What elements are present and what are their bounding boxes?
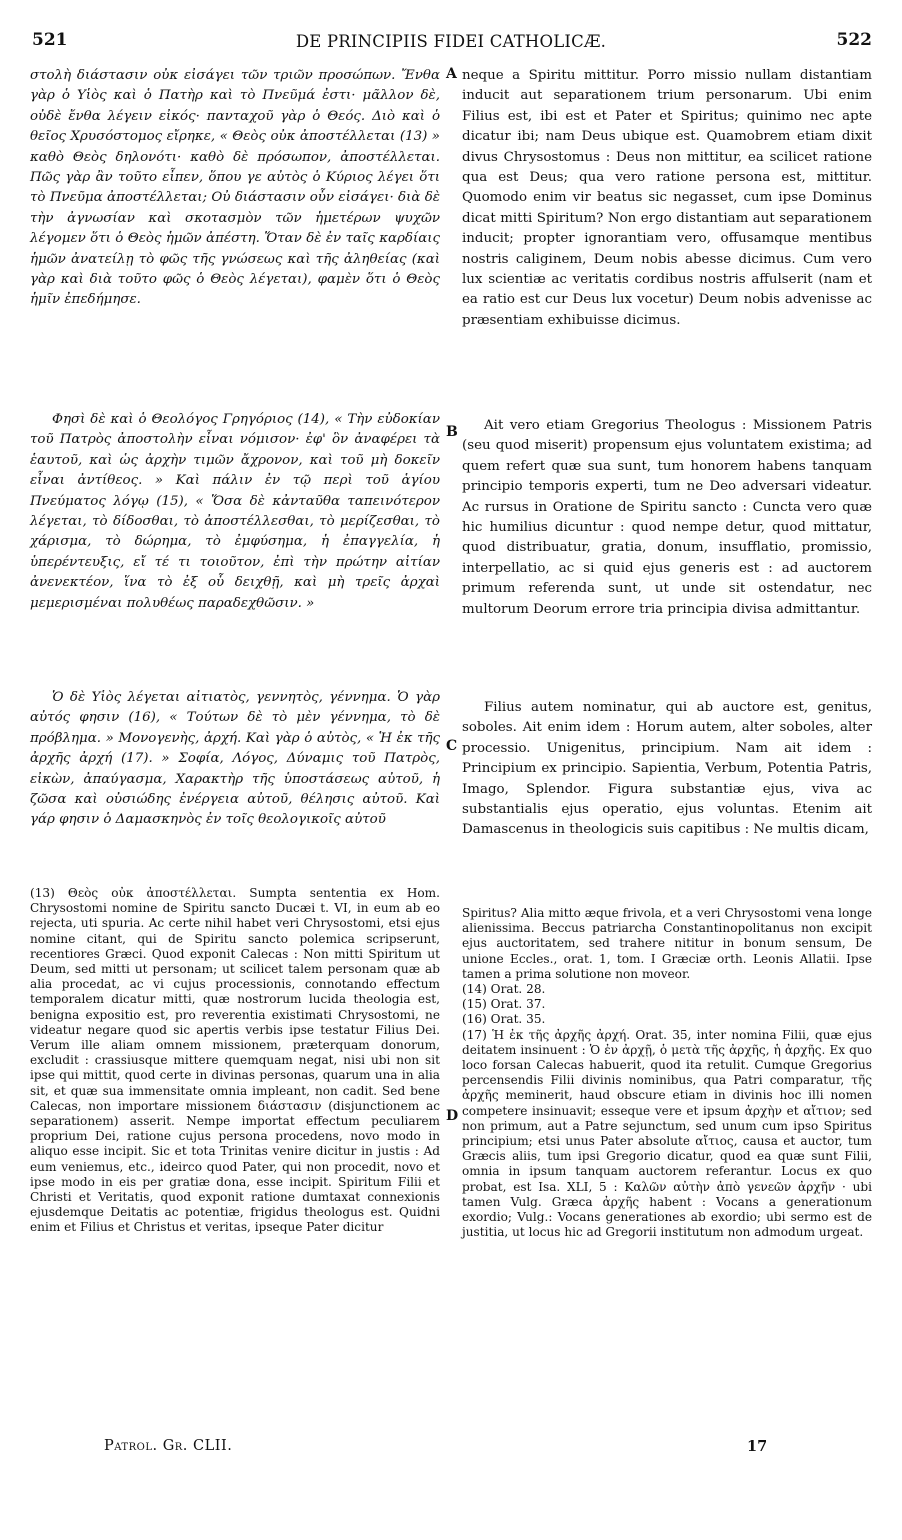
footnote-13-continued: Spiritus? Alia mitto æque frivola, et a veri Chrysostomi vena longe alienissima. Beccus patriarcha Constantinopolitanus non excipit ejus auctoritatem, sed trahere nititur in bonum sensum, De unione Eccles., orat. 1, tom. I Græciæ orth. Leonis Allatii. Ipse tamen a prima solutione non moveor.	[462, 906, 872, 981]
greek-paragraph-2: Φησὶ δὲ καὶ ὁ Θεολόγος Γρηγόριος (14), « Τὴν εὐδοκίαν τοῦ Πατρὸς ἀποστολὴν εἶναι νόμισον· ἐφ' ὃν ἀναφέρει τὰ ἑαυτοῦ, καὶ ὡς ἀρχὴν τιμῶν ἄχρονον, καὶ τοῦ μὴ δοκεῖν εἶναι ἀντίθεος. » Καὶ πάλιν ἐν τῷ περὶ τοῦ ἁγίου Πνεύματος λόγῳ (15), « Ὅσα δὲ κἀνταῦθα ταπεινότερον λέγεται, τὸ δίδοσθαι, τὸ ἀποστέλλεσθαι, τὸ μερίζεσθαι, τὸ χάρισμα, τὸ δώρημα, τὸ ἐμφύσημα, ἡ ἐπαγγελία, ἡ ὑπερέντευξις, εἴ τέ τι τοιοῦτον, ἐπὶ τὴν πρώτην αἰτίαν ἀνενεκτέον, ἵνα τὸ ἐξ οὗ δειχθῇ, καὶ μὴ τρεῖς ἀρχαὶ μεμερισμέναι πολυθέως παραδεχθῶσιν. »	[30, 412, 440, 611]
section-marker-b: B	[446, 424, 458, 440]
page-number-right: 522	[836, 30, 872, 50]
section-marker-a: A	[446, 66, 457, 82]
footnote-15: (15) Orat. 37.	[462, 997, 546, 1012]
latin-paragraph-2: Ait vero etiam Gregorius Theologus : Missionem Patris (seu quod miserit) propensum ejus voluntatem existima; ad quem refert quæ sua sunt, tum honorem habens tanquam principio temporis experti, tum ne Deo adversari videatur. Ac rursus in Oratione de Spiritu sancto : Cuncta vero quæ hic humilius dicuntur : quod nempe detur, quod mittatur, quod distribuatur, gratia, donum, insufflatio, promissio, interpellatio, ac si quid ejus generis est : ad auctorem primum referenda sunt, ut unde sit ostendatur, nec multorum Deorum errore tria principia divisa admittantur.	[462, 418, 872, 617]
page-number-left: 521	[32, 30, 68, 50]
footnote-13: (13) Θεὸς οὐκ ἀποστέλλεται. Sumpta sententia ex Hom. Chrysostomi nomine de Spiritu sancto Ducæi t. VI, in eum ab eo rejecta, uti spuria. Ac certe nihil habet veri Chrysostomi, etsi ejus nomine citant, qui de Spiritu sancto polemica scripserunt, recentiores Græci. Quod exponit Calecas : Non mitti Spiritum ut Deum, sed mitti ut personam; ut scilicet talem personam quæ ab alia procedat, ac vi cujus processionis, connotando effectum temporalem dicatur mitti, quæ nostrorum lucida theologia est, benigna expositio est, pro reverentia existimati Chrysostomi, ne videatur negare quod sic apertis verbis ipse testatur Filius Dei. Verum ille aliam omnem missionem, præterquam donorum, excludit : crassiusque mittere quemquam negat, nisi ubi non sit ipse qui mittit, quod certe in divinas personas, quarum una in alia sit, et quæ sua immensitate omnia impleant, non cadit. Sed bene Calecas, non importare missionem διάστασιν (disjunctionem ac separationem) asserit. Nempe importat effectum peculiarem proprium Dei, ratione cujus persona procedens, novo modo in aliquo esse incipit. Sic et tota Trinitas venire dicitur in justis : Ad eum veniemus, etc., ideirco quod Pater, qui non procedit, novo et ipse modo in eis per gratiæ dona, esse incipit. Spiritum Filii et Christi et Veritatis, quod exponit ratione dumtaxat connexionis ejusdemque Deitatis ac potentiæ, frigidus theologus est. Quidni enim et Filius et Christus et veritas, ipseque Pater dicitur	[30, 886, 440, 1235]
footnote-17: (17) Ἡ ἐκ τῆς ἀρχῆς ἀρχή. Orat. 35, inter nomina Filii, quæ ejus deitatem insinuent : Ὁ ἐν ἀρχῇ, ὁ μετὰ τῆς ἀρχῆς, ἡ ἀρχῆς. Ex quo loco forsan Calecas habuerit, quod ita retulit. Cumque Gregorius percensendis Filii divinis nominibus, qua Patri comparatur, τῆς ἀρχῆς meminerit, haud obscure etiam in divinis hoc illi nomen competere insinuavit; esseque vere et ipsum ἀρχὴν et αἴτιον; sed non primum, aut a Patre sejunctum, sed unum cum ipso Spiritus principium; etsi unus Pater absolute αἴτιος, causa et auctor, tum Græcis aliis, tum ipsi Gregorio dicatur, quod ea quæ sunt Filii, omnia in ipsum tanquam auctorem referantur. Locus ex quo probat, est Isa. XLI, 5 : Καλῶν αὐτὴν ἀπὸ γενεῶν ἀρχῆν · ubi tamen Vulg. Græca ἀρχῆς habent : Vocans a generationum exordio; Vulg.: Vocans generationes ab exordio; ubi sermo est de justitia, ut locus hic ad Gregorii institutum non admodum urgeat.	[462, 1027, 872, 1240]
greek-paragraph-1: στολὴ διάστασιν οὐκ εἰσάγει τῶν τριῶν προσώπων. Ἔνθα γὰρ ὁ Υἱὸς καὶ ὁ Πατὴρ καὶ τὸ Πνεῦμά ἐστι· μᾶλλον δὲ, οὐδὲ ἔνθα λέγειν εἰκός· πανταχοῦ γὰρ ὁ Θεός. Διὸ καὶ ὁ θεῖος Χρυσόστομος εἴρηκε, « Θεὸς οὐκ ἀποστέλλεται (13) » καθὸ Θεὸς δηλονότι· καθὸ δὲ πρόσωπον, ἀποστέλλεται. Πῶς γὰρ ἂν τοῦτο εἶπεν, ὅπου γε αὐτὸς ὁ Κύριος λέγει ὅτι τὸ Πνεῦμα ἀποστέλλεται; Οὐ διάστασιν οὖν εἰσάγει· διὰ δὲ τὴν ἀγνωσίαν καὶ σκοτασμὸν τῶν ἡμετέρων ψυχῶν λέγομεν ὅτι ὁ Θεὸς ἡμῶν ἀπέστη. Ὅταν δὲ ἐν ταῖς καρδίαις ἡμῶν ἀνατείλῃ τὸ φῶς τῆς γνώσεως καὶ τῆς ἀληθείας (καὶ γὰρ καὶ διὰ τοῦτο φῶς ὁ Θεὸς λέγεται), φαμὲν ὅτι ὁ Θεὸς ἡμῖν ἐπεδήμησε.	[30, 68, 440, 308]
footnote-16: (16) Orat. 35.	[462, 1012, 546, 1027]
footnotes-right	[462, 906, 872, 1240]
footnote-14: (14) Orat. 28.	[462, 982, 546, 997]
latin-paragraph-3: Filius autem nominatur, qui ab auctore est, genitus, soboles. Ait enim idem : Horum autem, alter soboles, alter processio. Unigenitus, principium. Nam ait idem : Principium ex principio. Sapientia, Verbum, Potentia Patris, Imago, Splendor. Figura substantiæ ejus, viva ac substantialis ejus operatio, ejus voluntas. Etenim ait Damascenus in theologicis suis capitibus : Ne multis dicam,	[462, 700, 872, 838]
footer-patrologia: Patrol. Gr. CLII.	[104, 1438, 233, 1454]
section-marker-d: D	[446, 1108, 459, 1124]
running-header	[30, 30, 872, 56]
running-title: DE PRINCIPIIS FIDEI CATHOLICÆ.	[295, 32, 607, 51]
section-marker-c: C	[446, 738, 458, 754]
footer-signature: 17	[747, 1438, 768, 1455]
latin-paragraph-1: neque a Spiritu mittitur. Porro missio nullam distantiam inducit aut separationem trium personarum. Ubi enim Filius est, ibi est et Pater et Spiritus; quinimo nec apte dicatur ibi; nam Deus ubique est. Quamobrem etiam dixit divus Chrysostomus : Deus non mittitur, ea scilicet ratione qua est Deus; qua vero ratione persona est, mittitur. Quomodo enim vir beatus sic negasset, cum ipse Dominus dicat mitti Spiritum? Non ergo distantiam aut separationem inducit; propter ignorantiam vero, offusamque mentibus nostris caliginem, Deum nobis abesse dicimus. Cum vero lux scientiæ ac veritatis cordibus nostris affulserit (nam et ea ratio est cur Deus lux vocetur) Deum nobis advenisse ac præsentiam exhibuisse dicimus.	[462, 68, 872, 328]
greek-paragraph-3: Ὁ δὲ Υἱὸς λέγεται αἰτιατὸς, γεννητὸς, γέννημα. Ὁ γὰρ αὐτός φησιν (16), « Τούτων δὲ τὸ μὲν γέννημα, τὸ δὲ πρόβλημα. » Μονογενὴς, ἀρχή. Καὶ γὰρ ὁ αὐτὸς, « Ἡ ἐκ τῆς ἀρχῆς ἀρχή (17). » Σοφία, Λόγος, Δύναμις τοῦ Πατρὸς, εἰκὼν, ἀπαύγασμα, Χαρακτὴρ τῆς ὑποστάσεως αὐτοῦ, ἡ ζῶσα καὶ οὐσιώδης ἐνέργεια αὐτοῦ, θέλησις αὐτοῦ. Καὶ γάρ φησιν ὁ Δαμασκηνὸς ἐν τοῖς θεολογικοῖς αὐτοῦ	[30, 690, 440, 828]
